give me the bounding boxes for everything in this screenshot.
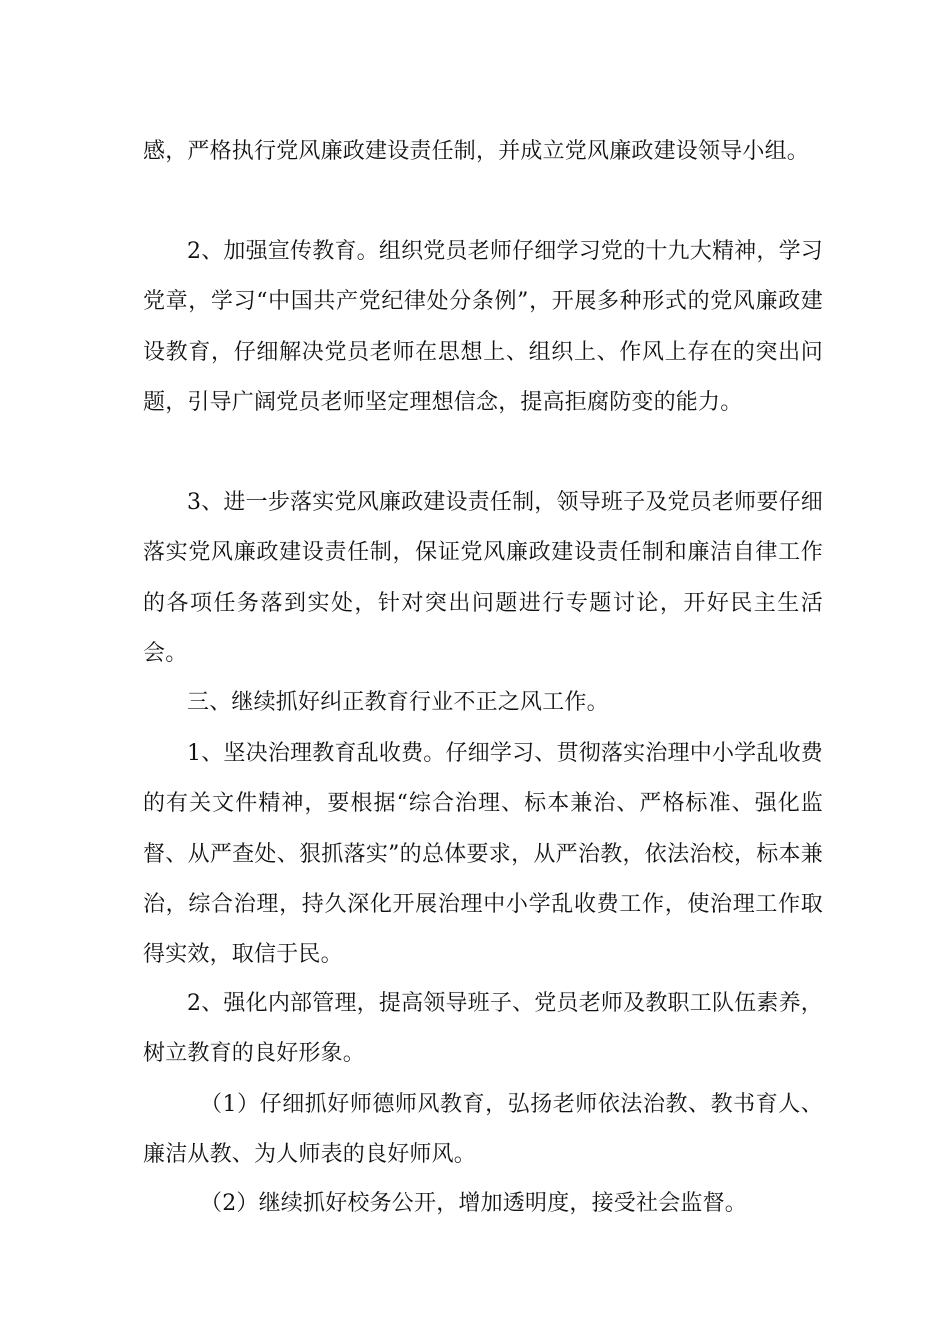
paragraph-internal-management: 2、强化内部管理，提高领导班子、党员老师及教职工队伍素养，树立教育的良好形象。	[143, 991, 823, 1067]
paragraph-propaganda-education: 2、加强宣传教育。组织党员老师仔细学习党的十九大精神，学习党章，学习“中国共产党纪律处分条例”，开展多种形式的党风廉政建设教育，仔细解决党员老师在思想上、组织上、作风上存在的突出问题，引导广阔党员老师坚定理想信念，提高拒腐防变的能力。	[143, 239, 823, 415]
section-heading-3: 三、继续抓好纠正教育行业不正之风工作。	[187, 690, 609, 715]
paragraph-school-affairs: （2）继续抓好校务公开，增加透明度，接受社会监督。	[200, 1191, 747, 1216]
paragraph-teacher-ethics: （1）仔细抓好师德师风教育，弘扬老师依法治教、教书育人、廉洁从教、为人师表的良好师风。	[143, 1092, 823, 1168]
paragraph-fee-governance: 1、坚决治理教育乱收费。仔细学习、贯彻落实治理中小学乱收费的有关文件精神，要根据“综合治理、标本兼治、严格标准、强化监督、从严查处、狠抓落实”的总体要求，从严治教，依法治校，标本兼治，综合治理，持久深化开展治理中小学乱收费工作，使治理工作取得实效，取信于民。	[143, 741, 823, 968]
paragraph-responsibility-system: 3、进一步落实党风廉政建设责任制，领导班子及党员老师要仔细落实党风廉政建设责任制，保证党风廉政建设责任制和廉洁自律工作的各项任务落到实处，针对突出问题进行专题讨论，开好民主生活会。	[143, 490, 823, 666]
paragraph-continuation: 感，严格执行党风廉政建设责任制，并成立党风廉政建设领导小组。	[143, 139, 810, 164]
